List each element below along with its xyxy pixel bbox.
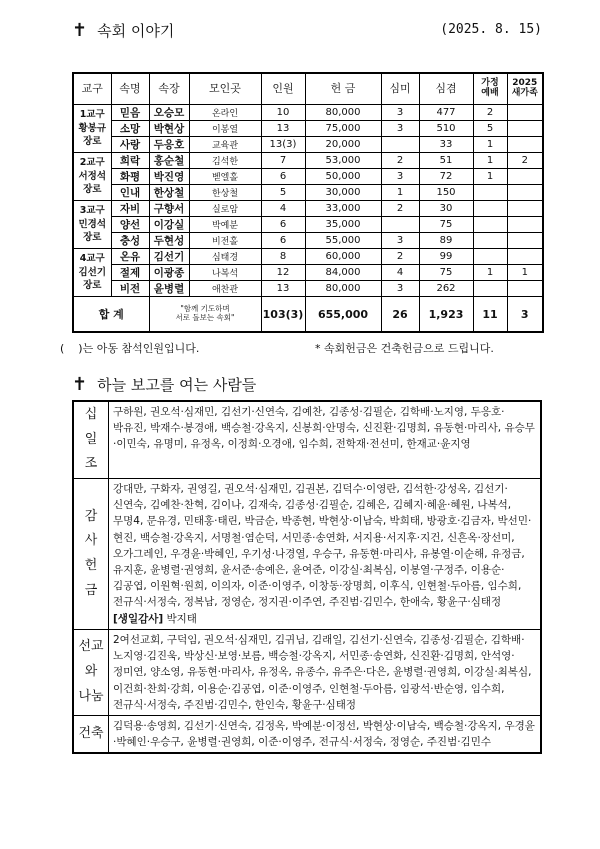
group-name: 화평 bbox=[111, 169, 149, 185]
col8-value: 99 bbox=[419, 249, 473, 265]
offering-names: 구하원, 권오석·심재민, 김선기·신연숙, 김예찬, 김종성·김필순, 김학배·노지영, 두응호·박유진, 박재수·봉경애, 백승철·강옥지, 신봉희·안명숙, 신진환·김명희, 유동현·마리사, 유승무·이민숙, 유명미, 유정옥, 이정희·오경애, 임수희, 전학재·전선미, 한재교·윤지영 bbox=[113, 406, 535, 451]
offering-amount: 50,000 bbox=[305, 169, 381, 185]
col8-value: 262 bbox=[419, 281, 473, 297]
offerings-table bbox=[72, 400, 542, 754]
leader-name: 두응호 bbox=[149, 137, 189, 153]
totals-label: 합 계 bbox=[73, 297, 149, 333]
col9-value bbox=[473, 201, 507, 217]
leader-name: 한상철 bbox=[149, 185, 189, 201]
col10-value bbox=[507, 201, 543, 217]
special-label: [생일감사] bbox=[113, 612, 164, 625]
offering-names: 김덕용·송영희, 김선기·신연숙, 김정옥, 박예분·이정선, 박현상·이남숙, 백승철·강옥지, 우경윤·박혜인·우승구, 윤병렬·권영희, 이준·이영주, 전규식·서정숙, 정영순, 주진범·김민수 bbox=[113, 719, 535, 749]
leader-name: 박현상 bbox=[149, 121, 189, 137]
people-count: 6 bbox=[261, 217, 305, 233]
col8-value: 51 bbox=[419, 153, 473, 169]
col8-value: 72 bbox=[419, 169, 473, 185]
group-name: 비전 bbox=[111, 281, 149, 297]
col7-value: 1 bbox=[381, 185, 419, 201]
offering-amount: 80,000 bbox=[305, 105, 381, 121]
col7-value: 3 bbox=[381, 169, 419, 185]
leader-name: 오승모 bbox=[149, 105, 189, 121]
section-title: 속회 이야기 bbox=[97, 22, 175, 40]
offering-row bbox=[73, 629, 541, 715]
offering-names: 강대만, 구화자, 권영길, 권오석·심재민, 김권본, 김덕수·이영란, 김석한·강성옥, 김선기·신연숙, 김예찬·찬혁, 김이나, 김재숙, 김종성·김필순, 김혜은, 김혜지·혜윤·혜원, 나복석, 무명4, 문유경, 민태홍·태린, 박금순, 박종현, 박현상·이남숙, 박희태, 방광호·김금자, 박선민·현진, 백승철·강옥지, 서명철·염순덕, 서민종·송연화, 서지용·서지후·지건, 신흔옥·장선미, 오가그레인, 우경윤·박혜인, 우기성·나경열, 우승구, 유동현·마리사, 유봉열·이순해, 유정금, 유지훈, 윤병렬·권영희, 윤서준·송예은, 윤여준, 이강실·최복심, 이봉열·구정주, 이용순·김공엽, 이원혁·원희, 이의자, 이준·이영주, 이창동·장명희, 이후식, 인현철·두아름, 임수희, 전규식·서정숙, 정복남, 정영순, 정지권·이주연, 주진범·김민수, 한애숙, 황윤구·심태정 bbox=[113, 483, 532, 609]
meeting-place: 비전홀 bbox=[189, 233, 261, 249]
meeting-place: 온라인 bbox=[189, 105, 261, 121]
offering-category: 십 일 조 bbox=[73, 401, 109, 479]
offering-row bbox=[73, 401, 541, 479]
totals-col9: 11 bbox=[473, 297, 507, 333]
leader-name: 두현성 bbox=[149, 233, 189, 249]
col7-value: 3 bbox=[381, 233, 419, 249]
col7-value bbox=[381, 217, 419, 233]
meeting-place: 한상철 bbox=[189, 185, 261, 201]
offering-amount: 60,000 bbox=[305, 249, 381, 265]
col8-value: 30 bbox=[419, 201, 473, 217]
offering-names-cell bbox=[109, 715, 542, 753]
col10-value bbox=[507, 105, 543, 121]
offering-names-cell bbox=[109, 401, 542, 479]
col7-value: 3 bbox=[381, 121, 419, 137]
offering-amount: 55,000 bbox=[305, 233, 381, 249]
col8-value: 75 bbox=[419, 265, 473, 281]
totals-people: 103(3) bbox=[261, 297, 305, 333]
table-row bbox=[73, 185, 543, 201]
col10-value bbox=[507, 249, 543, 265]
offering-note: * 속회헌금은 건축헌금으로 드립니다. bbox=[315, 342, 494, 355]
col10-value bbox=[507, 169, 543, 185]
district-cell: 2교구 서정석 장로 bbox=[73, 153, 111, 201]
meeting-place: 실로암 bbox=[189, 201, 261, 217]
col8-value: 89 bbox=[419, 233, 473, 249]
people-count: 13(3) bbox=[261, 137, 305, 153]
col9-value: 1 bbox=[473, 137, 507, 153]
group-name: 소망 bbox=[111, 121, 149, 137]
special-name: 박지태 bbox=[166, 612, 197, 625]
col10-value bbox=[507, 217, 543, 233]
group-name: 믿음 bbox=[111, 105, 149, 121]
col7-value bbox=[381, 137, 419, 153]
col7-value: 4 bbox=[381, 265, 419, 281]
col7-value: 2 bbox=[381, 249, 419, 265]
meeting-place: 벧엘홀 bbox=[189, 169, 261, 185]
leader-name: 구향서 bbox=[149, 201, 189, 217]
col9-value: 1 bbox=[473, 153, 507, 169]
header-district: 교구 bbox=[73, 73, 111, 105]
report-date: (2025. 8. 15) bbox=[440, 22, 542, 37]
group-name: 인내 bbox=[111, 185, 149, 201]
leader-name: 박진영 bbox=[149, 169, 189, 185]
col8-value: 33 bbox=[419, 137, 473, 153]
people-count: 8 bbox=[261, 249, 305, 265]
col9-value bbox=[473, 217, 507, 233]
leader-name: 김선기 bbox=[149, 249, 189, 265]
totals-row bbox=[73, 297, 543, 333]
offering-amount: 35,000 bbox=[305, 217, 381, 233]
col8-value: 75 bbox=[419, 217, 473, 233]
cross-icon: ✝ bbox=[72, 19, 88, 41]
cross-icon: ✝ bbox=[72, 373, 88, 395]
offering-row bbox=[73, 479, 541, 630]
totals-col10: 3 bbox=[507, 297, 543, 333]
leader-name: 윤병렬 bbox=[149, 281, 189, 297]
people-count: 10 bbox=[261, 105, 305, 121]
table-row bbox=[73, 105, 543, 121]
col9-value: 2 bbox=[473, 105, 507, 121]
group-name: 절제 bbox=[111, 265, 149, 281]
totals-offering: 655,000 bbox=[305, 297, 381, 333]
table-row bbox=[73, 281, 543, 297]
leader-name: 홍순철 bbox=[149, 153, 189, 169]
group-name: 양선 bbox=[111, 217, 149, 233]
offering-amount: 84,000 bbox=[305, 265, 381, 281]
col8-value: 150 bbox=[419, 185, 473, 201]
col9-value bbox=[473, 185, 507, 201]
meeting-place: 교육관 bbox=[189, 137, 261, 153]
people-count: 12 bbox=[261, 265, 305, 281]
offering-category: 선교 와 나눔 bbox=[73, 629, 109, 715]
section-title: 하늘 보고를 여는 사람들 bbox=[97, 376, 257, 394]
meeting-place: 애찬관 bbox=[189, 281, 261, 297]
meeting-table bbox=[72, 72, 544, 333]
header-home-worship: 가정 예배 bbox=[473, 73, 507, 105]
offering-names: 2여선교회, 구덕임, 권오석·심재민, 김귀님, 김래일, 김선기·신연숙, 김종성·김필순, 김학배·노지영·김진욱, 박상신·보영·보름, 백승철·강옥지, 서민종·송연화, 신진환·김명희, 안석영·정미연, 양소영, 유동현·마리사, 유정옥, 유종수, 유주은·다은, 윤병렬·권영희, 이강실·최복심, 이건희·찬희·강희, 이용순·김공엽, 이준·이영주, 인현철·두아름, 임광석·반순영, 임수희, 전규식·서정숙, 주진범·김민수, 한인숙, 황윤구·심태정 bbox=[113, 633, 532, 711]
header-people: 인원 bbox=[261, 73, 305, 105]
col10-value: 2 bbox=[507, 153, 543, 169]
meeting-place: 심태경 bbox=[189, 249, 261, 265]
table-row bbox=[73, 265, 543, 281]
section-header-offerings bbox=[72, 374, 256, 395]
district-cell: 3교구 민경석 장로 bbox=[73, 201, 111, 249]
group-name: 사랑 bbox=[111, 137, 149, 153]
offering-amount: 53,000 bbox=[305, 153, 381, 169]
table-row bbox=[73, 121, 543, 137]
header-col8: 심겸 bbox=[419, 73, 473, 105]
group-name: 희락 bbox=[111, 153, 149, 169]
table-row bbox=[73, 137, 543, 153]
district-cell: 1교구 황봉규 장로 bbox=[73, 105, 111, 153]
totals-slogan: "함께 기도하며 서로 돌보는 속회" bbox=[149, 297, 261, 333]
table-header-row bbox=[73, 73, 543, 105]
header-new-family: 2025 새가족 bbox=[507, 73, 543, 105]
child-note: ( )는 아동 참석인원입니다. bbox=[60, 342, 200, 355]
totals-col7: 26 bbox=[381, 297, 419, 333]
offering-amount: 33,000 bbox=[305, 201, 381, 217]
col9-value: 1 bbox=[473, 169, 507, 185]
offering-amount: 20,000 bbox=[305, 137, 381, 153]
table-row bbox=[73, 153, 543, 169]
meeting-place: 이봉열 bbox=[189, 121, 261, 137]
offering-names-cell bbox=[109, 629, 542, 715]
header-col7: 심미 bbox=[381, 73, 419, 105]
group-name: 충성 bbox=[111, 233, 149, 249]
offering-amount: 80,000 bbox=[305, 281, 381, 297]
group-name: 자비 bbox=[111, 201, 149, 217]
col9-value: 5 bbox=[473, 121, 507, 137]
table-row bbox=[73, 217, 543, 233]
people-count: 6 bbox=[261, 169, 305, 185]
people-count: 6 bbox=[261, 233, 305, 249]
offering-amount: 75,000 bbox=[305, 121, 381, 137]
leader-name: 이강실 bbox=[149, 217, 189, 233]
col9-value bbox=[473, 281, 507, 297]
table-row bbox=[73, 169, 543, 185]
col9-value bbox=[473, 249, 507, 265]
col7-value: 2 bbox=[381, 153, 419, 169]
group-name: 온유 bbox=[111, 249, 149, 265]
meeting-place: 김석한 bbox=[189, 153, 261, 169]
district-cell: 4교구 김선기 장로 bbox=[73, 249, 111, 297]
people-count: 7 bbox=[261, 153, 305, 169]
header-group: 속명 bbox=[111, 73, 149, 105]
people-count: 5 bbox=[261, 185, 305, 201]
totals-col8: 1,923 bbox=[419, 297, 473, 333]
col7-value: 2 bbox=[381, 201, 419, 217]
col9-value: 1 bbox=[473, 265, 507, 281]
people-count: 13 bbox=[261, 121, 305, 137]
meeting-place: 박예분 bbox=[189, 217, 261, 233]
col8-value: 510 bbox=[419, 121, 473, 137]
col10-value: 1 bbox=[507, 265, 543, 281]
people-count: 13 bbox=[261, 281, 305, 297]
people-count: 4 bbox=[261, 201, 305, 217]
header-place: 모인곳 bbox=[189, 73, 261, 105]
table-row bbox=[73, 233, 543, 249]
table-row bbox=[73, 201, 543, 217]
offering-amount: 30,000 bbox=[305, 185, 381, 201]
header-leader: 속장 bbox=[149, 73, 189, 105]
meeting-place: 나복석 bbox=[189, 265, 261, 281]
col7-value: 3 bbox=[381, 105, 419, 121]
leader-name: 이광종 bbox=[149, 265, 189, 281]
offering-category: 감 사 헌 금 bbox=[73, 479, 109, 630]
col10-value bbox=[507, 137, 543, 153]
col7-value: 3 bbox=[381, 281, 419, 297]
header-offering: 헌 금 bbox=[305, 73, 381, 105]
col10-value bbox=[507, 233, 543, 249]
col9-value bbox=[473, 233, 507, 249]
table-row bbox=[73, 249, 543, 265]
section-header-meetings bbox=[72, 20, 174, 41]
col10-value bbox=[507, 185, 543, 201]
col10-value bbox=[507, 121, 543, 137]
col10-value bbox=[507, 281, 543, 297]
offering-category: 건축 bbox=[73, 715, 109, 753]
col8-value: 477 bbox=[419, 105, 473, 121]
offering-names-cell bbox=[109, 479, 542, 630]
offering-row bbox=[73, 715, 541, 753]
